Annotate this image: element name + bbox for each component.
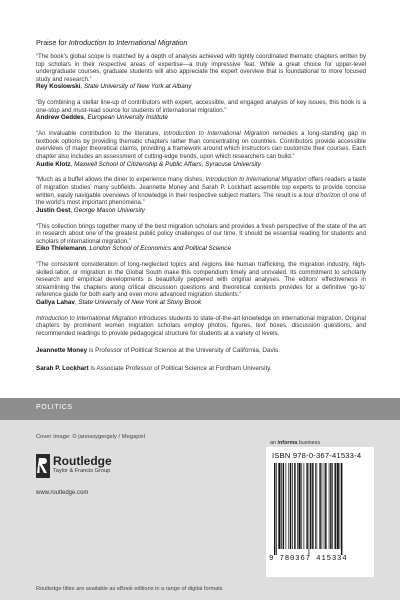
barcode-bar: [283, 463, 284, 549]
quote-text-part: of one of the world’s most important phenomena.”: [36, 191, 366, 207]
barcode-bar: [309, 463, 310, 555]
barcode-bar: [298, 463, 300, 549]
barcode-bar: [286, 463, 287, 549]
informa-brand: informa: [277, 440, 298, 446]
subject-label: POLITICS: [36, 404, 73, 411]
informa-prefix: an: [270, 440, 278, 446]
barcode-bar: [329, 463, 330, 549]
book-summary: [36, 315, 366, 338]
bio-money: [36, 347, 366, 355]
quote-text-italic: tour d’horizon: [303, 191, 341, 199]
quote-koslowski: [36, 53, 366, 91]
quote-text: [36, 176, 366, 206]
informa-line: [270, 440, 320, 446]
quote-affiliation: Maxwell School of Citizenship & Public Affairs, Syracuse University: [74, 160, 261, 168]
barcode-bar: [332, 463, 333, 549]
publisher-logo: [36, 454, 166, 484]
barcode-bar: [288, 463, 289, 549]
barcode-bar: [274, 463, 275, 555]
barcode-bar: [281, 463, 282, 549]
barcode-bar: [324, 463, 325, 549]
footer: [0, 420, 400, 600]
praise-book-title: Introduction to International Migration: [68, 38, 188, 47]
quote-affiliation: State University of New York at Albany: [83, 83, 192, 91]
barcode-bar: [312, 463, 313, 549]
barcode-bar: [297, 463, 298, 549]
praise-lead: Praise for: [36, 38, 69, 47]
barcode-bar: [294, 463, 295, 549]
routledge-logo-icon: [36, 454, 50, 478]
quote-text: “This collection brings together many of the best migration scholars and provides a fresh perspective of the state of the art in research about one of the greatest public policy challenges of our time. It should be essential reading for students and scholars of international migration.”: [36, 222, 366, 245]
quote-author: Rey Koslowski: [36, 83, 81, 91]
quote-text: “The consistent consideration of long-neglected topics and regions like human trafficking, the migration industry, high-skilled labor, or migration in the Global South make this compendium timely and unrivaled. Its commitment to scholarly research and empirical developments is beautifully peppered with original analyses. The editors’ effectiveness in streamlining the chapters along critical discussion questions and theoretical contexts provides for a definitive ‘go-to’ reference guide for both early and even more advanced migration students.”: [36, 261, 366, 299]
quote-lahav: [36, 261, 366, 307]
bio-name: Sarah P. Lockhart: [36, 365, 89, 373]
quote-geddes: [36, 99, 366, 122]
barcode-icon: [272, 463, 368, 555]
barcode-bar: [341, 463, 342, 555]
barcode-bar: [310, 463, 311, 549]
quote-author-line: Andrew Geddes, European University Institute: [36, 114, 168, 122]
cover-credit: Cover Image: © janossygergely / Megapixl: [36, 434, 145, 440]
publisher-name: Routledge: [53, 454, 112, 468]
barcode-bar: [319, 463, 320, 549]
bio-lockhart: [36, 365, 366, 373]
isbn-text: ISBN 978-0-367-41533-4: [272, 451, 362, 460]
barcode-bar: [304, 463, 305, 549]
quote-text-italic: Introduction to International Migration: [163, 130, 270, 138]
quote-affiliation: George Mason University: [73, 206, 145, 214]
barcode-bar: [330, 463, 331, 549]
bio-text: is Professor of Political Science at the University of California, Davis.: [87, 346, 280, 354]
quote-klotz: [36, 130, 366, 168]
quote-text-italic: Introduction to International Migration: [205, 176, 307, 184]
barcode-bar: [301, 463, 302, 549]
barcode-bar: [337, 463, 339, 549]
barcode-bar: [325, 463, 326, 549]
quote-gest: [36, 176, 366, 214]
ebook-note: Routledge titles are available as eBook editions in a range of digital formats: [36, 586, 223, 592]
barcode-bar: [290, 463, 291, 549]
quote-author: Andrew Geddes: [36, 114, 84, 122]
quote-text: [36, 130, 366, 160]
barcode-bar: [334, 463, 335, 549]
quote-affiliation: London School of Economics and Political Science: [89, 245, 231, 253]
quote-author: Eiko Thielemann: [36, 245, 87, 253]
barcode-bar: [292, 463, 293, 549]
quote-text-part: “Much as a buffet allows the diner to experience many dishes,: [36, 176, 206, 184]
quote-text: “By combining a stellar line-up of contributors with expert, accessible, and engaged analysis of key issues, this book is a one-stop and must-read source for students of international migration.”: [36, 99, 366, 114]
bio-text: is Associate Professor of Political Science at Fordham University.: [88, 365, 272, 373]
quote-author-line: Eiko Thielemann, London School of Economics and Political Science: [36, 245, 231, 253]
barcode-bar: [276, 463, 277, 555]
quote-author-line: Audie Klotz, Maxwell School of Citizenship & Public Affairs, Syracuse University: [36, 160, 261, 168]
barcode-bar: [278, 463, 280, 549]
barcode-bar: [315, 463, 316, 549]
quote-author-line: Justin Gest, George Mason University: [36, 206, 145, 214]
quote-author: Gallya Lahav: [36, 299, 75, 307]
summary-title: Introduction to International Migration: [36, 314, 137, 322]
summary-text: introduces students to state-of-the-art knowledge on international migration. Original chapters by prominent women migration scholars employ photos, figures, text boxes, discussion questions, and recommended readings to provide pedagogical structure for students at a variety of levels.: [36, 314, 367, 338]
quote-text: “The book’s global scope is matched by a depth of analysis achieved with tightly coordinated thematic chapters written by top scholars in their respective areas of expertise—a truly impressive feat. While a great choice for upper-level undergraduate courses, graduate students will also appreciate the expert overview that is foundational to more focused study and research.”: [36, 53, 366, 83]
quote-affiliation: State University of New York at Stony Brook: [78, 299, 202, 307]
quote-text-part: remedies a long-standing gap in textbook options by providing thematic chapters rather than concentrating on countries. Contributors provide accessible overviews of major theoretical claims, providing a framework around which instructors can customize their courses. Each chapter also includes an assessment of cutting-edge trends, upon which researchers can build.”: [36, 130, 367, 160]
publisher-sub: Taylor & Francis Group: [53, 468, 111, 474]
quote-author: Audie Klotz: [36, 160, 71, 168]
quote-text-part: offers readers a taste of migration studies’ many subfields. Jeannette Money and Sarah P. Lockhart assemble top experts to provide concise written, easily navigable overviews of knowledge in their respective subject matters. The result is a: [36, 176, 366, 199]
subject-band: [0, 398, 400, 420]
barcode-digits: 9 780367 415334: [269, 555, 348, 563]
quote-author-line: Gallya Lahav, State University of New York at Stony Brook: [36, 299, 202, 307]
quote-affiliation: European University Institute: [87, 114, 168, 122]
bio-name: Jeannette Money: [36, 346, 88, 354]
praise-heading: [36, 38, 366, 47]
barcode-bar: [306, 463, 307, 549]
quote-author-line: Rey Koslowski, State University of New York at Albany: [36, 83, 192, 91]
informa-suffix: business: [297, 440, 321, 446]
publisher-website: www.routledge.com: [36, 490, 89, 496]
barcode-bar: [322, 463, 323, 549]
quote-author: Justin Gest: [36, 206, 71, 214]
barcode-bar: [316, 463, 317, 549]
barcode-bar: [340, 463, 341, 549]
quote-thielemann: [36, 223, 366, 254]
praise-section: [36, 38, 366, 373]
barcode-box: [266, 447, 374, 577]
quote-text-part: “An invaluable contribution to the literature,: [36, 130, 164, 138]
